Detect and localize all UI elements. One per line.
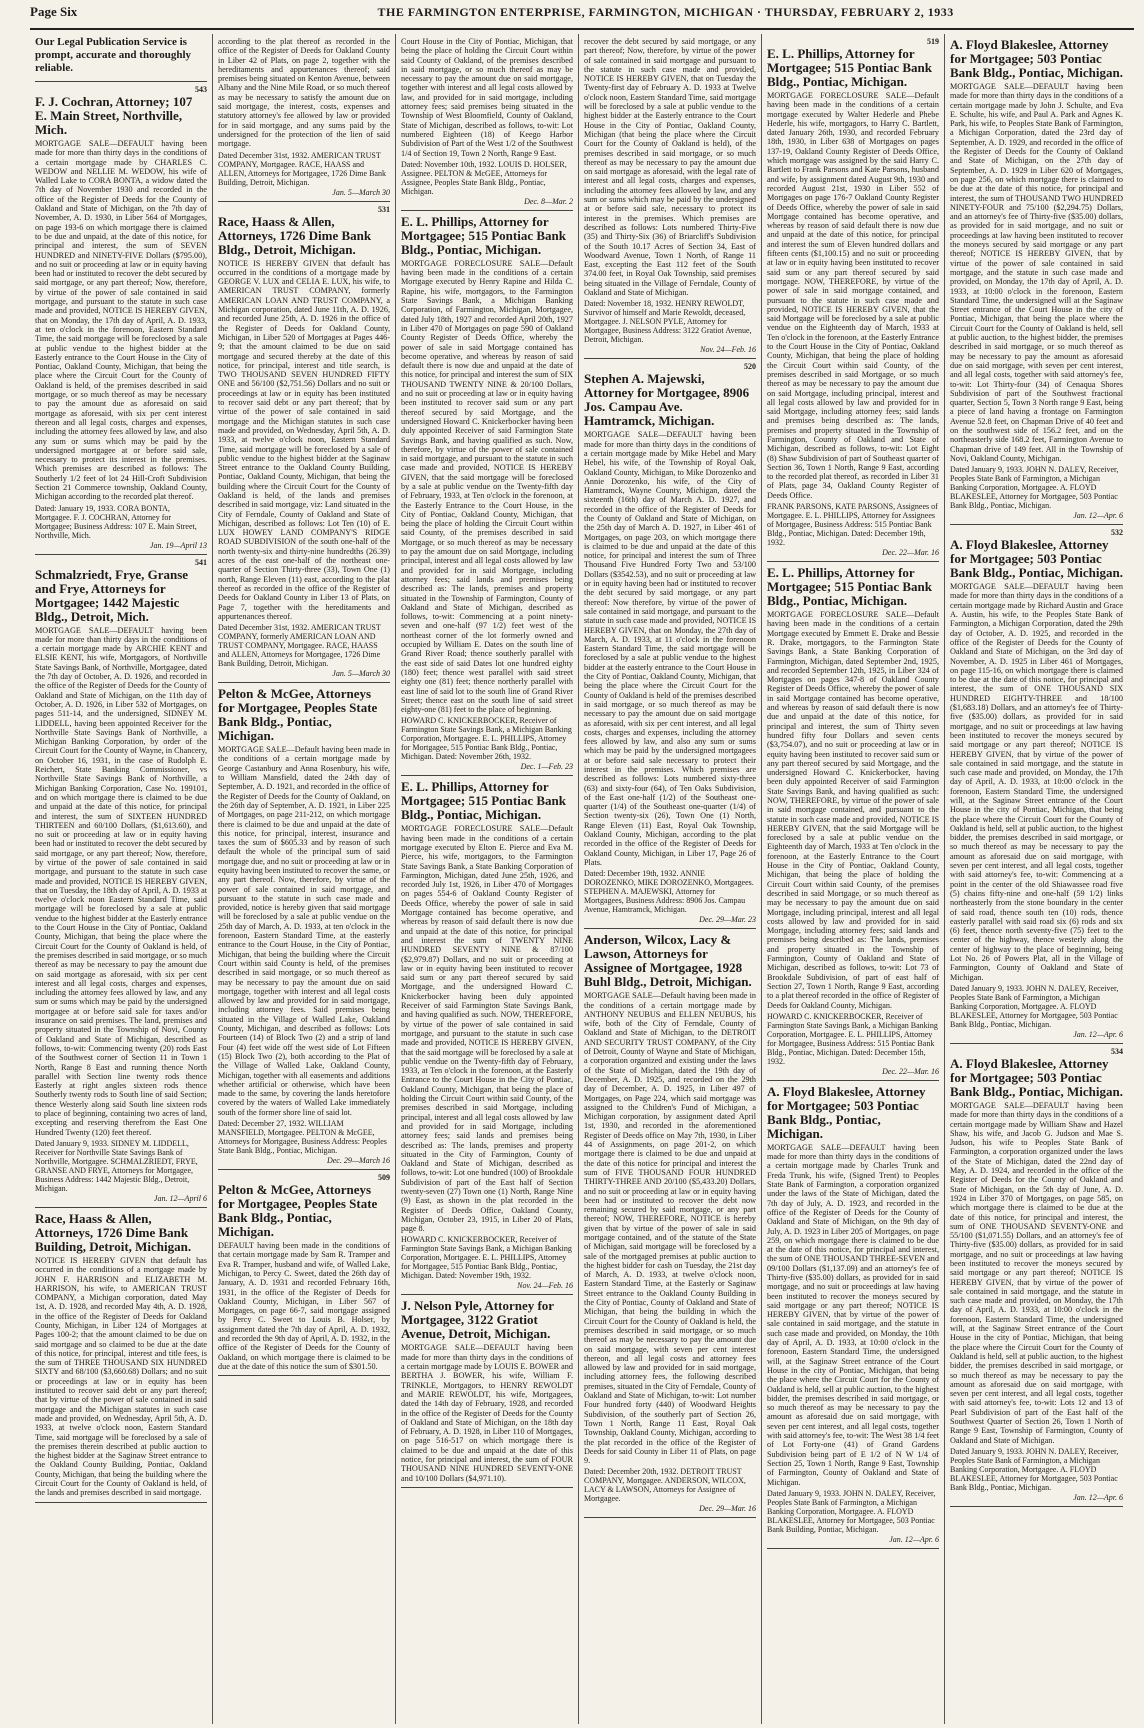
legal-notice bbox=[767, 34, 939, 562]
notice-number: 531 bbox=[378, 204, 390, 214]
notice-heading: A. Floyd Blakeslee, Attorney for Mortgagee; 503 Pontiac Bank Bldg., Pontiac, Michigan. bbox=[950, 37, 1123, 80]
notice-run-dates: Dec. 1—Feb. 23 bbox=[520, 762, 573, 772]
notice-body: MORTGAGE SALE—DEFAULT having been made for more than thirty days in the conditions of a certain mortgage made by William Shaw and Hazel Shaw, his wife, and Jacob G. Judson and Mae S. Judson, his wife to Peoples State Bank of Farmington, a corporation organized under the laws of the State of Michigan, dated the 22nd day of May, A. D. 1924, and recorded in the office of the Register of Deeds for the County of Oakland and State of Michigan, on the 5th day of June, A. D. 1924 in Liber 370 of Mortgages, on page 585, on which mortgage there is claimed to be due at the date of this notice, for principal and interest, the sum of ONE THOUSAND SEVENTY-ONE and 55/100 ($1,071.55) Dollars, and an attorney's fee of Thirty-five ($35.00) dollars, as provided for in said mortgage, and no suit or proceedings at law having been instituted to recover the moneys secured by said mortgage or any part thereof; NOTICE IS HEREBY GIVEN, that by virtue of the power of sale contained in said mortgage, and the statute in such case made and provided, on Monday, the 17th day of April, A. D. 1933, at 10:00 o'clock in the forenoon, Eastern Standard Time, the undersigned will, at the Saginaw Street entrance of the Court House in the city of Pontiac, Michigan, that being the place where the Circuit Court for the County of Oakland is held, sell at public auction, to the highest bidder, the premises described in said mortgage, or so much thereof as may be necessary to pay the amount as aforesaid due on said mortgage, with seven per cent interest, and all legal costs, together with said attorney's fee, to-wit: Lots 12 and 13 of Pearl Subdivision of part of the East half of the Southwest Quarter of Section 26, Town 1 North of Range 9 East, Township of Farmington, County of Oakland and State of Michigan. bbox=[950, 1100, 1123, 1445]
legal-notice bbox=[584, 929, 756, 1518]
legal-notice bbox=[218, 34, 390, 202]
legal-notice bbox=[35, 82, 207, 555]
notice-heading: Pelton & McGee, Attorneys for Mortgagee, Peoples State Bank Bldg., Pontiac, Michigan. bbox=[218, 686, 378, 744]
notice-heading: E. L. Phillips, Attorney for Mortgagee; 515 Pontiac Bank Bldg., Pontiac, Michigan. bbox=[767, 565, 933, 609]
notice-body: MORTGAGE FORECLOSURE SALE—Default having been made in the conditions of a certain mortgage executed by Walter Hederle and Phebe Hederle, his wife, mortgagors, to Harry C. Bartlett, dated January 26th, 1930, and recorded February 18th, 1930, in Liber 638 of Mortgages on pages 137-19, Oakland County Register of Deeds Office, which mortgage was assigned by the said Harry C. Bartlett to Frank Parsons and Kate Parsons, husband and wife, by assignment dated August 9th, 1930 and recorded August 21st, 1930 in Liber 552 of Mortgages on page 176-7 Oakland County Register of Deeds Office, whereby the power of sale in said Mortgage contained has become operative, and whereas by reason of said default there is now due and unpaid at the date of this notice, for principal and interest the sum of Eleven hundred dollars and fifteen cents ($1,100.15) and no suit or proceeding at law or in equity having been instituted to recover said sum or any part thereof secured by said mortgage. NOW, THEREFORE, by virtue of the power of sale in said mortgage contained, and pursuant to the statute in such case made and provided, NOTICE IS HEREBY GIVEN, that the said Mortgage will be foreclosed by a sale at public vendue on the Eighteenth day of March, 1933 at Ten o'clock in the forenoon, at the Easterly Entrance to the Court House in the City of Pontiac, Oakland County, Michigan, that being the place of holding the Circuit Court within said County, of the premises described in said Mortgage, or so much thereof as may be necessary to pay the amount due on said Mortgage, including principal, interest and all legal costs allowed by law and provided for in said Mortgage, including attorney fees; said lands and premises being described as: The lands, premises and property situated in the Township of Farmington, County of Oakland and State of Michigan, described as follows, to-wit: Lot Eight (8) Shaw Subdivision of part of Southeast quarter of Section 36, Town 1 North, Range 9 East, according to the recorded plat thereof, as recorded in Liber 31 of Plats, page 34, Oakland County Register of Deeds Office. bbox=[767, 91, 939, 500]
notice-body: MORTGAGE SALE—DEFAULT having been made for more than thirty days in the conditions of a certain mortgage made by Richard Austin and Grace A. Austin, his wife, to the Peoples State Bank of Farmington, a Michigan Corporation, dated the 29th day of October, A. D. 1925, and recorded in the office of the Register of Deeds for the County of Oakland and State of Michigan, on the 3rd day of November, A. D. 1925 in Liber 461 of Mortgages, on page 115-16, on which mortgage there is claimed to be due at the date of this notice, for principal and interest, the sum of ONE THOUSAND SIX HUNDRED EIGHTY-THREE and 18/100 ($1,683.18) Dollars, and an attorney's fee of Thirty-five ($35.00) dollars, as provided for in said mortgage, and no suit or proceedings at law having been instituted to recover the moneys secured by said mortgage or any part thereof; NOTICE IS HEREBY GIVEN, that by virtue of the power of sale contained in said mortgage, and the statute in such case made and provided, on Monday, the 17th day of April, A. D. 1933, at 10:00 o'clock in the forenoon, Eastern Standard Time, the undersigned will, at the Saginaw Street entrance of the Court House in the city of Pontiac, Michigan, that being the place where the Circuit Court for the County of Oakland is held, sell at public auction, to the highest bidder, the premises described in said mortgage, or so much thereof as may be necessary to pay the amount as aforesaid due on said mortgage, with seven per cent interest, and all legal costs, together with said attorney's fee, to-wit: Commencing at a point in the center of the old Shiawassee road five (5) chains fifty-nine and one-half (59 1/2) links northeasterly from the stone boundary in the center of said road, thence south ten (10) rods, thence easterly parallel with said road six (6) rods and six (6) feet, thence north seventy-five (75) feet to the center of the highway, thence westerly along the center of highway to the place of beginning, being Lot No. 26 of Powers Plat, all in the Village of Farmington, County of Oakland and State of Michigan. bbox=[950, 582, 1123, 982]
notice-signature: Dated: January 19, 1933. CORA BONTA, Mortgagee. F. J. COCHRAN, Attorney for Mortgagee; Business Address: 107 E. Main Street, Northville, Mich. bbox=[35, 503, 197, 540]
page-number: Page Six bbox=[30, 4, 78, 19]
notice-body: MORTGAGE SALE—DEFAULT having been made for more than thirty days in the conditions of a certain mortgage made by Mike Hebel and Mary Hebel, his wife, of the Township of Royal Oak, Oakland County, Michigan, to Mike Dorozenko and Annie Dorozenko, his wife, of the City of Hamtramck, Wayne County, Michigan, dated the sixteenth (16th) day of March A. D. 1927, and recorded in the office of the Register of Deeds for the County of Oakland and State of Michigan, on the 25th day of March A. D. 1927, in Liber 461 of Mortgages, on page 203, on which mortgage there is claimed to be due and unpaid at the date of this notice, for principal and interest the sum of Three Thousand Five Hundred Forty Two and 53/100 Dollars ($3542.53), and no suit or proceeding at law or in equity having been had or instituted to recover the debt secured by said mortgage, or any part thereof: Now therefore, by virtue of the power of sale contained in said mortgage, and pursuant to the statute in such case made and provided, NOTICE IS HEREBY GIVEN, that on Monday, the 27th day of March, A. D. 1933, at 11 o'clock in the forenoon Eastern Standard Time, the said mortgage will be foreclosed by a sale at public vendue to the highest bidder at the easterly entrance to the Court House in the City of Pontiac, Oakland County, Michigan, that being the place where the Circuit Court for the County of Oakland is held of the premises described in said mortgage, or so much thereof as may be necessary to pay the amount due on said mortgage as aforesaid, with six per cent interest, and all legal costs, charges and expenses, including the attorney fees allowed by law, and also any sum or sums which may be paid by the undersigned mortgagees at or before said sale necessary to protect their interest in the premises. Which premises are described as follows: Lots numbered sixty-three (63) and sixty-four (64), of Ten Oaks Subdivision, of the East one-half (1/2) of the Southeast one-quarter (1/4) of the Southeast one-quarter (1/4) of Section twenty-six (26), Town One (1) North, Range Eleven (11) East, Royal Oak Township, Oakland County, Michigan, according to the plat recorded in the office of the Register of Deeds for Oakland County, Michigan, in Liber 17, Page 26 of Plats. bbox=[584, 430, 756, 867]
notice-signature: Dated: December 19th, 1932. ANNIE DOROZENKO, MIKE DOROZENKO, Mortgagees. STEPHEN A. MAJEWSKI, Attorney for Mortgagees, Business Address: 8906 Jos. Campau Avenue, Hamtramck, Michigan. bbox=[584, 869, 754, 915]
notice-heading: Schmalzriedt, Frye, Granse and Frye, Attorneys for Mortgagee; 1442 Majestic Bldg., Detroit, Mich. bbox=[35, 566, 189, 624]
notice-body: MORTGAGE SALE—DEFAULT having been made for more than thirty days in the conditions of a certain mortgage made by LOUIS E. BOWER and BERTHA J. BOWER, his wife, William F. TRINKLE, Mortgagors, to HENRY REWOLDT and MARIE REWOLDT, his wife, Mortgagees, dated the 14th day of February, 1928, and recorded in the office of the Register of Deeds for the County of Oakland and State of Michigan, on the 18th day of February, A. D. 1928, in Liber 110 of Mortgages, on page 516-517 on which mortgage there is claimed to be due and unpaid at the date of this notice, for principal and interest, the sum of FOUR THOUSAND NINE HUNDRED SEVENTY-ONE and 10/100 Dollars ($4,971.10). bbox=[401, 1343, 573, 1483]
legal-notice bbox=[584, 359, 756, 929]
notice-body: MORTGAGE SALE—Default having been made in the conditions of a certain mortgage made by George Castanbury and Anna Rosenbury, his wife, to William Mansfield, dated the 24th day of September, A. D. 1921, and recorded in the office of the Register of Deeds for the County of Oakland, on the 26th day of September, A. D. 1921, in Liber 225 of Mortgages, on page 211-212, on which mortgage there is claimed to be due and unpaid at the date of this notice, for principal, interest, insurance and taxes the sum of $605.33 and by reason of such default the whole of the principal sum of said mortgage due, and no suit or proceeding at law or in equity having been instituted to recover the same, or any part thereof. Now, therefore, by virtue of the power of sale contained in said mortgage, and pursuant to the statute in such case made and provided, notice is hereby given that said mortgage will be foreclosed by a sale at public vendue on the 25th day of March, A. D. 1933, at ten o'clock in the forenoon, Eastern Standard Time, at the easterly entrance to the Court House, in the City of Pontiac, Michigan, that being the building where the Circuit Court within said County is held, of the premises described in said mortgage, or so much thereof as may be necessary to pay the amount due on said mortgage, together with interest and all legal costs allowed by law and provided for in said mortgage, including attorney fees. Said premises being situated in the Village of Walled Lake, Oakland County, Michigan, and described as follows: Lots Fourteen (14) of Block Two (2) and a strip of land Four (4) feet wide off the west side of Lot Fifteen (15) Block Two (2), both according to the Plat of the Village of Walled Lake, Oakland County, Michigan, together with all easements and additions whether artificial or otherwise, which have been made to the same, by covering the lands heretofore covered by the waters of Walled Lake immediately south of the former shore line of said lot. bbox=[218, 745, 390, 1117]
notice-run-dates: Nov. 24—Feb. 16 bbox=[517, 1281, 573, 1291]
notice-signature: Dated: December 20th, 1932. DETROIT TRUST COMPANY, Mortgagee. ANDERSON, WILCOX, LACY & LAWSON, Attorneys for Assignee of Mortgagee. bbox=[584, 1467, 746, 1504]
legal-notice bbox=[218, 683, 390, 1170]
notice-body: DEFAULT having been made in the conditions of that certain mortgage made by Sam R. Tramper and Eva R. Tramper, husband and wife, of Walled Lake, Michigan, to Percy C. Sweet, dated the 26th day of January, A. D. 1931 and recorded February 16th, 1931, in the office of the Register of Deeds for Oakland County, Michigan, in Liber 567 of Mortgages, on page 66-7, said mortgage assigned by Percy C. Sweet to Louis B. Holser, by assignment dated the 7th day of April, A. D. 1932, and recorded the 9th day of April, A. D. 1932, in the office of the Register of Deeds for the County of Oakland, on which mortgage there is claimed to be due at the date of this notice the sum of $301.50. bbox=[218, 1241, 390, 1371]
legal-notice bbox=[767, 1081, 939, 1549]
notice-heading: E. L. Phillips, Attorney for Mortgagee; 515 Pontiac Bank Bldg., Pontiac, Michigan. bbox=[401, 779, 567, 823]
notice-body: MORTGAGE SALE—Default having been made in the conditions of a certain mortgage made by ANTHONY NEUBUS and ELLEN NEUBUS, his wife, both of the City of Ferndale, County of Oakland and State of Michigan, to the DETROIT AND SECURITY TRUST COMPANY, of the City of Detroit, County of Wayne and State of Michigan, a corporation organized and existing under the laws of the State of Michigan, dated the 19th day of December, A. D. 1925, and recorded on the 29th day of December, A. D. 1925, in Liber 497 of Mortgages, on Page 224, which said mortgage was assigned to the Children's Fund of Michigan, a Michigan corporation, by assignment dated April 1st, 1930, and recorded in the aforementioned Register of Deeds office on May 7th, 1930, in Liber 44 of Assignments, on page 201-2, on which mortgage there is claimed to be due and unpaid at the date of this notice for principal and interest the sum of FIVE THOUSAND FOUR HUNDRED THIRTY-THREE AND 20/100 ($5,433.20) Dollars, and no suit or proceeding at law or in equity having been had or instituted to recover the debt now remaining secured by said mortgage, or any part thereof; NOW, THEREFORE, NOTICE is hereby given that by virtue of the power of sale in said mortgage contained, and of the statute of the State of Michigan, said mortgage will be foreclosed by a sale of the mortgaged premises at public auction to the highest bidder for cash on Tuesday, the 21st day of March, A. D. 1933, at twelve o'clock noon, Eastern Standard Time, at the Easterly or Saginaw Street entrance to the Oakland County Building in the City of Pontiac, County of Oakland and State of Michigan, that being the building in which the Circuit Court for the County of Oakland is held, the premises described in said mortgage, or so much thereof as may be necessary to pay the amount due on said mortgage, with seven per cent interest thereon, and all legal costs and attorney fees allowed by law and provided for in said mortgage, including attorney fees, the following described premises, situated in the City of Ferndale, County of Oakland and State of Michigan, to-wit: Lot number Four hundred forty (440) of Woodward Heights Subdivision, of the southerly part of Section 26, Town 1 North, Range 11 East, Royal Oak Township, Oakland County, Michigan, according to the plat recorded in the office of the Register of Deeds for said County in Liber 11 of Plats, on page 9. bbox=[584, 991, 756, 1466]
notice-heading: Anderson, Wilcox, Lacy & Lawson, Attorneys for Assignee of Mortgagee, 1928 Buhl Bldg., Detroit, Michigan. bbox=[584, 932, 752, 990]
column-3 bbox=[396, 34, 579, 1724]
legal-notice bbox=[35, 555, 207, 1208]
column-6 bbox=[945, 34, 1128, 1724]
notice-body: Court House in the City of Pontiac, Michigan, that being the place of holding the Circuit Court within said County of Oakland, of the premises described in said mortgage, or so much thereof as may be necessary to pay the amount due on said mortgage, together with interest and all legal costs allowed by law, and provided for in said mortgage, including attorney fees; said premises being situated in the Township of West Bloomfield, County of Oakland, State of Michigan, described as follows, to-wit: Lot numbered Eighteen (18) of Keego Harbor Subdivision of Part of the West 1/2 of the Southwest 1/4 of Section 19, Town 2 North, Range 9 East. bbox=[401, 37, 573, 158]
columns-container bbox=[30, 34, 1134, 1724]
notice-body: MORTGAGE SALE—DEFAULT having been made for more than thirty days in the conditions of a certain mortgage made by CHARLES C. WEDOW and NELLIE M. WEDOW, his wife of Walled Lake to CORA BONTA, a widow dated the 7th day of November 1930 and recorded in the office of the Register of Deeds for the County of Oakland and State of Michigan, on the 7th day of November, A. D. 1930, in Liber 564 of Mortgages, on page 193-6 on which mortgage there is claimed to be due and unpaid, at the date of this notice, for principal and interest, the sum of SEVEN HUNDRED and NINETY-FIVE Dollars ($795.00), and no suit or proceeding at law or in equity having been had or instituted to recover the debt secured by said mortgage, or any part thereof; Now, therefore, by virtue of the power of sale contained in said mortgage, and pursuant to the statute in such case made and provided, NOTICE IS HEREBY GIVEN, that on Monday, the 17th day of April, A. D. 1933, at ten o'clock in the forenoon, Eastern Standard Time, the said mortgage will be foreclosed by a sale at public vendue to the highest bidder at the Easterly entrance to the Court House in the City of Pontiac, Oakland County, Michigan, that being the place where the Circuit Court for the County of Oakland is held, of the premises described in said mortgage, or so much thereof as may be necessary to pay the amount due as aforesaid on said mortgage as aforesaid, with six per cent interest thereon and all legal costs, charges and expenses, including the attorney fees allowed by law, and also any sum or sums which may be paid by the undersigned mortgagee at or before said sale, necessary to protect its interest in the premises. Which premises are described as follows: The Southerly 1/2 feet of lot 24 Hill-Croft Subdivision Section 21 Commerce township, Oakland County, Michigan according to the recorded plat thereof. bbox=[35, 139, 207, 502]
notice-heading: A. Floyd Blakeslee, Attorney for Mortgagee; 503 Pontiac Bank Bldg., Pontiac, Michigan. bbox=[950, 537, 1123, 581]
notice-heading: J. Nelson Pyle, Attorney for Mortgagee, 3122 Gratiot Avenue, Detroit, Michigan. bbox=[401, 1298, 554, 1342]
notice-heading: E. L. Phillips, Attorney for Mortgagee; 515 Pontiac Bank Bldg., Pontiac, Michigan. bbox=[767, 46, 933, 89]
notice-heading: Pelton & McGee, Attorneys for Mortgagee, Peoples State Bank Bldg., Pontiac, Michigan. bbox=[218, 1182, 378, 1240]
notice-signature: Dated December 31st, 1932. AMERICAN TRUST COMPANY, Mortgagee. RACE, HAASS and ALLEN, Attorneys for Mortgagee, 1726 Dime Bank Building, Detroit, Michigan. bbox=[218, 150, 386, 187]
notice-number: 519 bbox=[927, 37, 939, 46]
notice-run-dates: Jan. 12—Apr. 6 bbox=[889, 1534, 939, 1544]
notice-body: MORTGAGE SALE—DEFAULT having been made for more than thirty days in the conditions of a certain mortgage made by John J. Schulte, and Eva E. Schulte, his wife, and Paul A. Park and Agnes K. Park, his wife, to Peoples State Bank of Farmington, a Michigan Corporation, dated the 23rd day of September, A. D. 1929, and recorded in the office of the Register of Deeds for the County of Oakland and State of Michigan, on the 27th day of September, A. D. 1929 in Liber 620 of Mortgages, on page 256, on which mortgage there is claimed to be due at the date of this notice, for principal and interest, the sum of THOUSAND TWO HUNDRED NINETY-FOUR and 75/100 ($2,294.75) Dollars, and an attorney's fee of Thirty-five ($35.00) dollars, as provided for in said mortgage, and no suit or proceedings at law having been instituted to recover the moneys secured by said mortgage or any part thereof; NOTICE IS HEREBY GIVEN, that by virtue of the power of sale contained in said mortgage, and the statute in such case made and provided, on Monday, the 17th day of April, A. D. 1933, at 10:00 o'clock in the forenoon, Eastern Standard Time, the undersigned will at the Saginaw Street entrance of the Court House in the city of Pontiac, Michigan, that being the place where the Circuit Court for the County of Oakland is held, sell at public auction, to the highest bidder, the premises described in said mortgage, or so much thereof as may be necessary to pay the amount as aforesaid due on said mortgage, with seven per cent interest, and all legal costs, together with said attorney's fee, to-wit: Lot Thirty-four (34) of Cenaqua Shores Subdivision of part of the Southwest fractional quarter, Section 5, Town 3 North range 9 East, being a piece of land having a frontage on Farmington Avenue 52.8 feet, on Chapman Drive of 40 feet and on the southwest side of 156.2 feet, and on the northeasterly side 168.2 feet, Farmington Avenue to Chapman drive of 149 feet. All in the Township of Novi, Oakland County, Michigan. bbox=[950, 82, 1123, 463]
notice-heading: Stephen A. Majewski, Attorney for Mortgagee, 8906 Jos. Campau Ave. Hamtramck, Michigan. bbox=[584, 371, 750, 429]
notice-run-dates: Dec. 29—Mar. 16 bbox=[699, 1504, 756, 1514]
legal-notice bbox=[401, 211, 573, 777]
notice-run-dates: Dec. 29—Mar. 23 bbox=[699, 915, 756, 925]
notice-number: 509 bbox=[378, 1173, 390, 1183]
notice-signature: Dated January 9, 1933. JOHN N. DALEY, Receiver, Peoples State Bank of Farmington, a Michigan Banking Corporation, Mortgagee. A. FLOYD BLAKESLEE, Attorney for Mortgagee, 503 Pontiac Bank Bldg., Pontiac, Michigan. bbox=[950, 983, 1119, 1029]
notice-run-dates: Jan. 19—April 13 bbox=[149, 540, 207, 550]
notice-run-dates: Jan. 5—March 30 bbox=[332, 669, 390, 679]
notice-body: MORTGAGE FORECLOSURE SALE—Default having been made in the conditions of a certain Mortgage executed by Emmett E. Drake and Bessie R. Drake, mortgagors, to the Farmington State Savings Bank, a State Banking Corporation of Farmington, Michigan, dated September 2nd, 1925, and recorded September 12th, 1925, in Liber 324 of Mortgages on pages 347-8 of Oakland County Register of Deeds Office, whereby the power of sale in said Mortgage contained has become operative, and whereas by reason of said default there is now due and unpaid at the date of this notice, for principal and interest, the sum of Thirty seven hundred fifty four Dollars and seven cents ($3,754.07), and no suit or proceeding at law or in equity having been instituted to recover said sum or any part thereof secured by said Mortgage, and the undersigned Howard C. Knickerbocker, having been duly appointed Receiver of said Farmington State Savings Bank, and having qualified as such: NOW, THEREFORE, by virtue of the power of sale in said mortgage contained, and pursuant to the statute in such case made and provided, NOTICE IS HEREBY GIVEN, that the said Mortgage will be foreclosed by a sale at public vendue on the Eighteenth day of March, 1933 at Ten o'clock in the forenoon, at the Easterly Entrance to the Court House in the City of Pontiac, Oakland County, Michigan, that being the place of holding the Circuit Court within said County, of the premises described in said Mortgage, or so much thereof as may be necessary to pay the amount due on said Mortgage, including principal, interest and all legal costs allowed by law and provided for in said Mortgage, including attorney fees; said lands and premises being described as: The lands, premises and property situated in the Township of Farmington, County of Oakland and State of Michigan, described as follows, to-wit: Lot 73 of Brookdale Subdivision, of part of east half of Section 27, Town 1 North, Range 9 East, according to a plat thereof recorded in the office of Register of Deeds for Oakland County, Michigan. bbox=[767, 610, 939, 1010]
notice-run-dates: Jan. 12—April 6 bbox=[153, 1193, 207, 1203]
legal-notice bbox=[401, 34, 573, 211]
notice-body: MORTGAGE SALE—DEFAULT having been made for more than thirty days in the conditions of a certain mortgage made by ARCHIE KENT and ELSIE KENT, his wife, Mortgagors, of Northville State Savings Bank, of Northville, Mortgagee, dated the 7th day of October, A. D. 1926, and recorded in the office of the Register of Deeds for the County of Oakland and State of Michigan, on the 11th day of October, A. D. 1926, in Liber 532 of Mortgages, on pages 511-14, and the undersigned, SIDNEY M. LIDDELL, having been appointed Receiver for the Northville State Savings Bank of Northville, a Michigan Banking Corporation, by order of the Circuit Court for the County of Wayne, in Chancery, on October 16, 1931, in the case of Rudolph E. Reichert, State Banking Commissioner, vs Northville State Savings Bank of Northville, a Michigan Banking Corporation, Case No. 199101, and on which mortgage there is claimed to be due and unpaid at the date of this notice, for principal and interest, the sum of SIXTEEN HUNDRED THIRTEEN and 60/100 Dollars, ($1,613.60), and no suit or proceeding at law or in equity having been had or instituted to recover the debt secured by said mortgage, or any part thereof; Now, therefore, by virtue of the power of sale contained in said mortgage, and pursuant to the statute in such case made and provided, NOTICE IS HEREBY GIVEN, that on Tuesday, the 18th day of April, A. D. 1933 at twelve o'clock noon Eastern Standard Time, said mortgage will be foreclosed by a sale at public vendue to the highest bidder at the Easterly entrance to the Court House in the City of Pontiac, Oakland County, Michigan, that being the place where the Circuit Court for the County of Oakland is held, of the premises described in said mortgage, or so much thereof as may be necessary to pay the amount due on said mortgage as aforesaid, with six per cent interest and all legal costs, charges and expenses, including the attorney fees allowed by law, and any sum or sums which may be paid by the undersigned mortgagee at or before said sale for taxes and/or insurance on said premises. The land, premises and property situated in the Township of Novi, County of Oakland and State of Michigan, described as follows, to-wit: Commencing twenty (20) rods East of the Southwest corner of Section 11 in Town 1 North, Range 8 East and running thence North parallel with Section line twenty rods thence Easterly at right angles sixteen rods thence Southerly twenty rods to South line of said Section; thence Westerly along said South line sixteen rods to place of beginning, containing two acres of land, excepting and reserving therefrom the East One Hundred Twenty (120) feet thereof. bbox=[35, 625, 207, 1137]
notice-run-dates: Jan. 12—Apr. 6 bbox=[1073, 1492, 1123, 1502]
notice-heading: Race, Haass & Allen, Attorneys, 1726 Dime Bank Bldg., Detroit, Michigan. bbox=[218, 213, 372, 257]
notice-run-dates: Jan. 5—March 30 bbox=[332, 187, 390, 197]
notice-signature: HOWARD C. KNICKERBOCKER, Receiver of Farmington State Savings Bank, a Michigan Banking Corporation, Mortgagee. E. L. PHILLIPS, Attorney for Mortgagee, Business Address: 515 Pontiac Bank Bldg., Pontiac, Michigan. Dated: December 15th, 1932. bbox=[767, 1011, 938, 1066]
notice-body: NOTICE IS HEREBY GIVEN that default has occurred in the conditions of a mortgage made by GEORGE V. LUX and CELIA E. LUX, his wife, to AMERICAN TRUST COMPANY, formerly AMERICAN LOAN AND TRUST COMPANY, a Michigan corporation, dated June 11th, A. D. 1926, and recorded June 25th, A. D. 1926 in the office of the Register of Deeds for Oakland County, Michigan, in Liber 520 of Mortgages at Pages 446-9; that the amount claimed to be due on said mortgage and secured thereby at the date of this notice, for principal, interest and title search, is TWO THOUSAND SEVEN HUNDRED FIFTY ONE and 56/100 ($2,751.56) Dollars and no suit or proceedings at law or in equity has been instituted to recover said debt or any part thereof; that by virtue of the power of sale contained in said mortgage and the Michigan statutes in such case made and provided, on Wednesday, April 5th, A. D. 1933, at twelve o'clock noon, Eastern Standard Time, said mortgage will be foreclosed by a sale of public vendue to the highest bidder at the Saginaw Street entrance to the Oakland County Building, Pontiac, Oakland County, Michigan, that being the building where the Circuit Court for the County of Oakland is held, of the lands and premises described in said mortgage, viz: Land situated in the City of Ferndale, County of Oakland and State of Michigan, described as follows: Lot Ten (10) of E. LUX HOWEY LAND COMPANY'S RIDGE ROAD SUBDIVISION of the south one-half of the north twenty-six and thirty-nine hundredths (26.39) acres of the east one-half of the northeast one-quarter of Section Thirty-three (33), Town One (1) north, Range Eleven (11) east, according to the plat thereof as recorded in the office of the Register of Deeds for Oakland County in Liber 13 of Plats, on Page 7, together with the hereditaments and appurtenances thereof. bbox=[218, 258, 390, 621]
notice-run-dates: Dec. 22—Mar. 16 bbox=[882, 1066, 939, 1076]
notice-body: MORTGAGE FORECLOSURE SALE—Default having been made in the conditions of a certain mortgage executed by Elton E. Pierce and Eva M. Pierce, his wife, mortgagors, to the Farmington State Savings Bank, a State Banking Corporation of Farmington, Michigan, dated June 25th, 1926, and recorded July 1st, 1926, in Liber 470 of Mortgages on pages 554-6 of Oakland County Register of Deeds Office, whereby the power of sale in said Mortgage contained has become operative, and whereas by reason of said default there is now due and unpaid at the date of this notice, for principal and interest the sum of TWENTY NINE HUNDRED SEVENTY NINE & 87/100 ($2,979.87) Dollars, and no suit or proceeding at law or in equity having been instituted to recover said sum or any part thereof secured by said Mortgage, and the undersigned Howard C. Knickerbocker having been duly appointed Receiver of said Farmington State Savings Bank, and having qualified as such. NOW, THEREFORE, by virtue of the power of sale contained in said mortgage, and pursuant to the statute in such case made and provided, NOTICE IS HEREBY GIVEN, that the said mortgage will be foreclosed by a sale at public vendue on the Twenty-fifth day of February, 1933, at Ten o'clock in the forenoon, at the Easterly Entrance to the Court House in the City of Pontiac, Oakland County, Michigan, that being the place of holding the Circuit Court within said County, of the premises described in said Mortgage, including principal, interest and all legal costs allowed by law and provided for in said Mortgage, including attorney fees; said lands and premises being described as: The lands, premises and property situated in the City of Farmington, County of Oakland and State of Michigan, described as follows, to-wit: Lot one hundred (100) of Brookdale Subdivision of part of the East half of Section twenty-seven (27) Town one (1) North, Range Nine (9) East, as shown in the plat recorded in the Register of Deeds Office, Oakland County, Michigan, October 23, 1915, in Liber 20 of Plats, page 8. bbox=[401, 824, 573, 1234]
notice-body: NOTICE IS HEREBY GIVEN that default has occurred in the conditions of a mortgage made by JOHN F. HARRISON and ELIZABETH M. HARRISON, his wife, to AMERICAN TRUST COMPANY, a Michigan corporation, dated May 1st, A. D. 1928, and recorded May 4th, A. D. 1928, in the office of the Register of Deeds for Oakland County, Michigan, in Liber 124 of Mortgages at Pages 100-2; that the amount claimed to be due on said mortgage and so claimed to be due at the date of this notice, for principal, interest and title fees, is the sum of THREE THOUSAND SIX HUNDRED SIXTY and 68/100 ($3,660.68) Dollars; and no suit or proceedings at law or in equity has been instituted to recover said debt or any part thereof; that by virtue of the power of sale contained in said mortgage and the Michigan statutes in such case made and provided, on Wednesday, April 5th, A. D. 1933, at twelve o'clock noon, Eastern Standard Time, said mortgage will be foreclosed by a sale of the premises therein described at public auction to the highest bidder at the Saginaw Street entrance to the Oakland County Building, Pontiac, Oakland County, Michigan, that being the building where the Circuit Court for the County of Oakland is held, of the lands and premises described in said mortgage. bbox=[35, 1255, 207, 1498]
notice-heading: Race, Haass & Allen, Attorneys, 1726 Dime Bank Building, Detroit, Michigan. bbox=[35, 1210, 192, 1254]
notice-number: 534 bbox=[1111, 1046, 1123, 1056]
masthead bbox=[30, 4, 1134, 30]
notice-run-dates: Dec. 29—March 16 bbox=[326, 1156, 390, 1166]
notice-signature: Dated January 9, 1933. SIDNEY M. LIDDELL, Receiver for Northville State Savings Bank of Northville, Mortgagee. SCHMALZRIEDT, FRYE, GRANSE AND FRYE, Attorneys for Mortgagee, Business Address: 1442 Majestic Bldg., Detroit, Michigan. bbox=[35, 1138, 198, 1193]
notice-body: according to the plat thereof as recorded in the office of the Register of Deeds for Oakland County in Liber 42 of Plats, on page 2, together with the hereditaments and appurtenances thereof; said premises being situated on Kenton Avenue, between Albany and the Nine Mile Road, or so much thereof as may be necessary to satisfy the amount due on said mortgage, the interest, costs, expenses and statutory attorney's fee allowed by law or provided for in said mortgage, and any sums paid by the undersigned for the protection of the lien of said mortgage. bbox=[218, 37, 390, 149]
notice-signature: Dated December 31st, 1932. AMERICAN TRUST COMPANY, formerly AMERICAN LOAN AND TRUST COMPANY, Mortgagee. RACE, HAASS and ALLEN, Attorneys for Mortgagee, 1726 Dime Bank Building, Detroit, Michigan. bbox=[218, 623, 381, 669]
publication-intro: Our Legal Publication Service is prompt, accurate and thoroughly reliable. bbox=[35, 34, 207, 82]
notice-signature: Dated: November 18, 1932. HENRY REWOLDT, Survivor of himself and Marie Rewoldt, deceased, Mortgagee. J. NELSON PYLE, Attorney for Mortgagee, Business Address: 3122 Gratiot Avenue, Detroit, Michigan. bbox=[584, 299, 752, 345]
legal-notice bbox=[218, 202, 390, 684]
legal-notice bbox=[950, 34, 1123, 525]
legal-notice bbox=[401, 1295, 573, 1487]
legal-notice bbox=[218, 1170, 390, 1376]
notice-body: MORTGAGE FORECLOSURE SALE—Default having been made in the conditions of a certain Mortgage executed by Henry Rapine and Hilda C. Rapine, his wife, mortgagors, to the Farmington State Savings Bank, a Michigan Banking Corporation, of Farmington, Michigan, Mortgagee, dated July 18th, 1927 and recorded April 20th, 1927 in Liber 470 of Mortgages on page 590 of Oakland County Register of Deeds Office, whereby the power of sale in said Mortgage contained has become operative, and whereas by reason of said default there is now due and unpaid at the date of this notice, for principal and interest the sum of SIX THOUSAND TWENTY NINE & 20/100 Dollars, and no suit or proceeding at law or in equity having been instituted to recover said sum or any part thereof secured by said Mortgage, and the undersigned Howard C. Knickerbocker having been duly appointed Receiver of said Farmington State Savings Bank, and having qualified as such. Now, therefore, by virtue of the power of sale contained in said mortgage, and pursuant to the statute in such case made and provided, NOTICE IS HEREBY GIVEN, that the said mortgage will be foreclosed by a sale at public vendue on the Twenty-fifth day of February, 1933, at Ten o'clock in the forenoon, at the Easterly Entrance to the Court House, in the City of Pontiac, Oakland County, Michigan, that being the place of holding the Circuit Court within said County, of the premises described in said Mortgage, or so much thereof as may be necessary to pay the amount due on said Mortgage, including principal, interest and all legal costs allowed by law and provided for in said Mortgage, including attorney fees; said lands and premises being described as: The lands, premises and property situated in the Township of Farmington, County of Oakland and State of Michigan, described as follows, to-wit: Commencing at a point ninety-seven and one-half (97 1/2) feet west of the northeast corner of the lot formerly owned and occupied by William E. Dates on the south line of Grand River Road; thence southerly parallel with the east side of said Dates lot one hundred eighty (180) feet; thence west parallel with said street eighty one (81) feet; thence northerly parallel with east line of said lot to the south line of Grand River Street; thence east on the south line of said street eighty-one (81) feet to the place of beginning. bbox=[401, 258, 573, 715]
notice-body: recover the debt secured by said mortgage, or any part thereof; Now, therefore, by virtue of the power of sale contained in said mortgage and pursuant to the statute in such case made and provided, NOTICE IS HEREBY GIVEN, that on Tuesday the Twenty-first day of February A. D. 1933 at Twelve o'clock noon, Eastern Standard Time, said mortgage will be foreclosed by a sale at public vendue to the highest bidder at the Easterly entrance to the Court House in the City of Pontiac, Oakland County, Michigan (that being the place where the Circuit Court for the County of Oakland is held), of the premises described in said mortgage, or so much thereof as may be necessary to pay the amount due on said mortgage as aforesaid, with the legal rate of interest and all legal costs, charges and expenses, including the attorney fees allowed by law, and any sum or sums which may be paid by the undersigned at or before said sale, necessary to protect its interest in the premises. Which premises are described as follows: Lots numbered Thirty-Five (35) and Thirty-Six (36) of Briarcliff's Subdivision of the South 10.17 Acres of Section 34, East of Woodward Avenue, Town 1 North, of Range 11 East, excepting the East 112 feet of the South 374.00 feet, in Royal Oak Township, said premises being situated in the Village of Ferndale, County of Oakland and State of Michigan. bbox=[584, 37, 756, 298]
column-4 bbox=[579, 34, 762, 1724]
notice-number: 543 bbox=[195, 85, 207, 94]
notice-run-dates: Jan. 12—Apr. 6 bbox=[1073, 511, 1123, 521]
notice-signature: HOWARD C. KNICKERBOCKER, Receiver of Farmington State Savings Bank, a Michigan Banking Corporation, Mortgagee. E. L. PHILLIPS, Attorney for Mortgagee, 515 Pontiac Bank Bldg., Pontiac, Michigan. Dated: November 19th, 1932. bbox=[401, 1235, 572, 1281]
notice-heading: E. L. Phillips, Attorney for Mortgagee; 515 Pontiac Bank Bldg., Pontiac, Michigan. bbox=[401, 213, 567, 257]
notice-signature: Dated: November 10th, 1932. LOUIS D. HOLSER, Assignee. PELTON & McGEE, Attorneys for Assignee, Peoples State Bank Bldg., Pontiac, Michigan. bbox=[401, 159, 567, 196]
notice-number: 520 bbox=[744, 362, 756, 372]
column-5 bbox=[762, 34, 945, 1724]
notice-run-dates: Jan. 12—Apr. 6 bbox=[1073, 1029, 1123, 1039]
notice-run-dates: Nov. 24—Feb. 16 bbox=[700, 345, 756, 355]
notice-heading: F. J. Cochran, Attorney; 107 E. Main Street, Northville, Mich. bbox=[35, 94, 193, 137]
newspaper-header: THE FARMINGTON ENTERPRISE, FARMINGTON, MICHIGAN · THURSDAY, FEBRUARY 2, 1933 bbox=[377, 5, 954, 19]
legal-notice bbox=[584, 34, 756, 359]
notice-run-dates: Dec. 8—Mar. 2 bbox=[524, 196, 573, 206]
legal-notice bbox=[950, 1044, 1123, 1507]
notice-signature: Dated January 9, 1933. JOHN N. DALEY, Receiver, Peoples State Bank of Farmington, a Michigan Banking Corporation, Mortgagee. A. FLOYD BLAKESLEE, Attorney for Mortgagee, 503 Pontiac Bank Building, Pontiac, Michigan. bbox=[767, 1488, 936, 1534]
notice-signature: Dated January 9, 1933. JOHN N. DALEY, Receiver, Peoples State Bank of Farmington, a Michigan Banking Corporation, Mortgagee. A. FLOYD BLAKESLEE, Attorney for Mortgagee, 503 Pontiac Bank Bldg., Pontiac, Michigan. bbox=[950, 465, 1119, 511]
notice-number: 532 bbox=[1111, 528, 1123, 538]
notice-signature: Dated: December 27, 1932. WILLIAM MANSFIELD, Mortgagee. PELTON & McGEE, Attorneys for Mortgagee, Business Address: Peoples State Bank Bldg., Pontiac, Michigan. bbox=[218, 1119, 387, 1156]
legal-notice bbox=[950, 525, 1123, 1044]
legal-notice bbox=[767, 562, 939, 1081]
legal-notice bbox=[35, 1208, 207, 1503]
notice-number: 541 bbox=[195, 557, 207, 567]
legal-notice bbox=[401, 776, 573, 1295]
notice-signature: HOWARD C. KNICKERBOCKER, Receiver of Farmington State Savings Bank, a Michigan Banking Corporation, Mortgagee. E. L. PHILLIPS, Attorney for Mortgagee, 515 Pontiac Bank Bldg., Pontiac, Michigan. Dated: November 26th, 1932. bbox=[401, 716, 572, 762]
column-1 bbox=[30, 34, 213, 1724]
notice-signature: Dated January 9, 1933. JOHN N. DALEY, Receiver, Peoples State Bank of Farmington, a Michigan Banking Corporation, Mortgagee. A. FLOYD BLAKESLEE, Attorney for Mortgagee, 503 Pontiac Bank Bldg., Pontiac, Michigan. bbox=[950, 1446, 1119, 1492]
notice-body: MORTGAGE SALE—DEFAULT having been made for more than thirty days in the conditions of a certain mortgage made by Charles Trunk and Freda Trunk, his wife, (Signed Trent) to Peoples State Bank of Farmington, a corporation organized under the laws of the State of Michigan, dated the 7th day of July, A. D. 1923, and recorded in the office of the Register of Deeds for the County of Oakland and State of Michigan, on the 9th day of July, A. D. 1923 in Liber 205 of Mortgages, on page 259, on which mortgage there is claimed to be due at the date of this notice, for principal and interest, the sum of ONE THOUSAND THREE-SEVEN and 09/100 Dollars ($1,137.09) and an attorney's fee of Thirty-five ($35.00) dollars, as provided for in said mortgage, and no suit or proceedings at law having been instituted to recover the moneys secured by said mortgage or any part thereof; NOTICE IS HEREBY GIVEN, that by virtue of the power of sale contained in said mortgage, and the statute in such case made and provided, on Monday, the 10th day of April, A. D. 1933, at 10:00 o'clock in the forenoon, Eastern Standard Time, the undersigned will, at the Saginaw Street entrance of the Court House in the city of Pontiac, Michigan, that being the place where the Circuit Court for the County of Oakland is held, sell at public auction, to the highest bidder, the premises described in said mortgage, or so much thereof as may be necessary to pay the amount as aforesaid due on said mortgage, with seven per cent interest, and all legal costs, together with said attorney's fee, to-wit: The West 38 1/4 feet of Lot Forty-one (41) of Grand Gardens Subdivision being part of E 1/2 of N W 1/4 of Section 25, Town 1 North, Range 9 East, Township of Farmington, County of Oakland and State of Michigan. bbox=[767, 1142, 939, 1487]
notice-heading: A. Floyd Blakeslee, Attorney for Mortgagee; 503 Pontiac Bank Bldg., Pontiac, Michigan. bbox=[767, 1083, 926, 1141]
notice-signature: FRANK PARSONS, KATE PARSONS, Assignees of Mortgagee. E. L. PHILLIPS, Attorney for Assignees of Mortgagee, Business Address: 515 Pontiac Bank Bldg., Pontiac, Michigan. Dated: December 19th, 1932. bbox=[767, 502, 938, 548]
column-2 bbox=[213, 34, 396, 1724]
notice-run-dates: Dec. 22—Mar. 16 bbox=[882, 548, 939, 558]
notice-heading: A. Floyd Blakeslee, Attorney for Mortgagee; 503 Pontiac Bank Bldg., Pontiac, Michigan. bbox=[950, 1055, 1123, 1099]
